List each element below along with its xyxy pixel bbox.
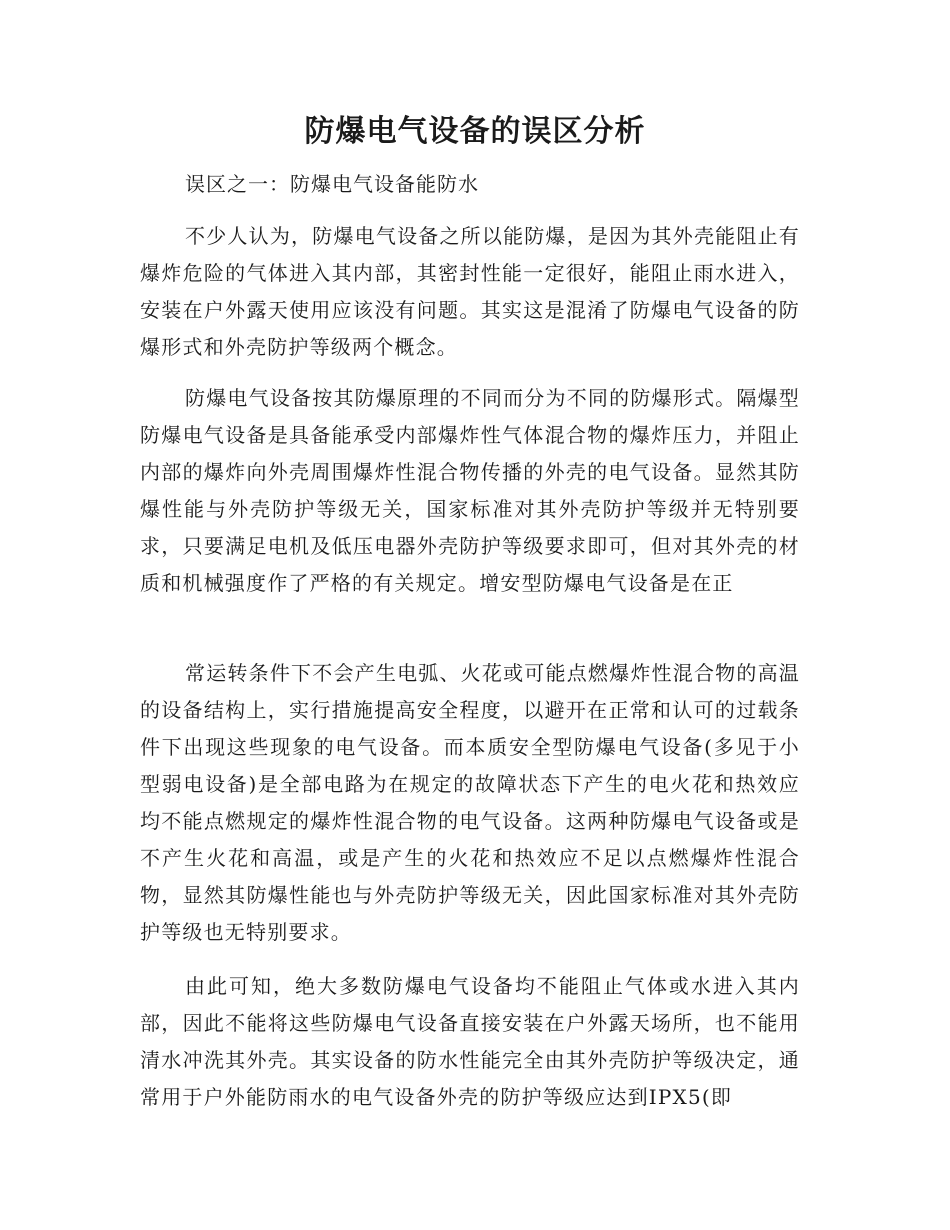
paragraph-4: 由此可知，绝大多数防爆电气设备均不能阻止气体或水进入其内部，因此不能将这些防爆电气设备直接安装在户外露天场所，也不能用清水冲洗其外壳。其实设备的防水性能完全由其外壳防护等级决定，通常用于户外能防雨水的电气设备外壳的防护等级应达到IPX5(即 [140,974,800,1109]
section-heading: 误区之一：防爆电气设备能防水 [185,172,479,196]
paragraph-2: 防爆电气设备按其防爆原理的不同而分为不同的防爆形式。隔爆型防爆电气设备是具备能承受内部爆炸性气体混合物的爆炸压力，并阻止内部的爆炸向外壳周围爆炸性混合物传播的外壳的电气设备。显然其防爆性能与外壳防护等级无关，国家标准对其外壳防护等级并无特别要求，只要满足电机及低压电器外壳防护等级要求即可，但对其外壳的材质和机械强度作了严格的有关规定。增安型防爆电气设备是在正 [140,386,800,595]
document-title: 防爆电气设备的误区分析 [304,114,646,149]
paragraph-3: 常运转条件下不会产生电弧、火花或可能点燃爆炸性混合物的高温的设备结构上，实行措施提高安全程度，以避开在正常和认可的过载条件下出现这些现象的电气设备。而本质安全型防爆电气设备(多见于小型弱电设备)是全部电路为在规定的故障状态下产生的电火花和热效应均不能点燃规定的爆炸性混合物的电气设备。这两种防爆电气设备或是不产生火花和高温，或是产生的火花和热效应不足以点燃爆炸性混合物，显然其防爆性能也与外壳防护等级无关，因此国家标准对其外壳防护等级也无特别要求。 [140,661,800,944]
paragraph-1: 不少人认为，防爆电气设备之所以能防爆，是因为其外壳能阻止有爆炸危险的气体进入其内部，其密封性能一定很好，能阻止雨水进入，安装在户外露天使用应该没有问题。其实这是混淆了防爆电气设备的防爆形式和外壳防护等级两个概念。 [140,224,800,359]
